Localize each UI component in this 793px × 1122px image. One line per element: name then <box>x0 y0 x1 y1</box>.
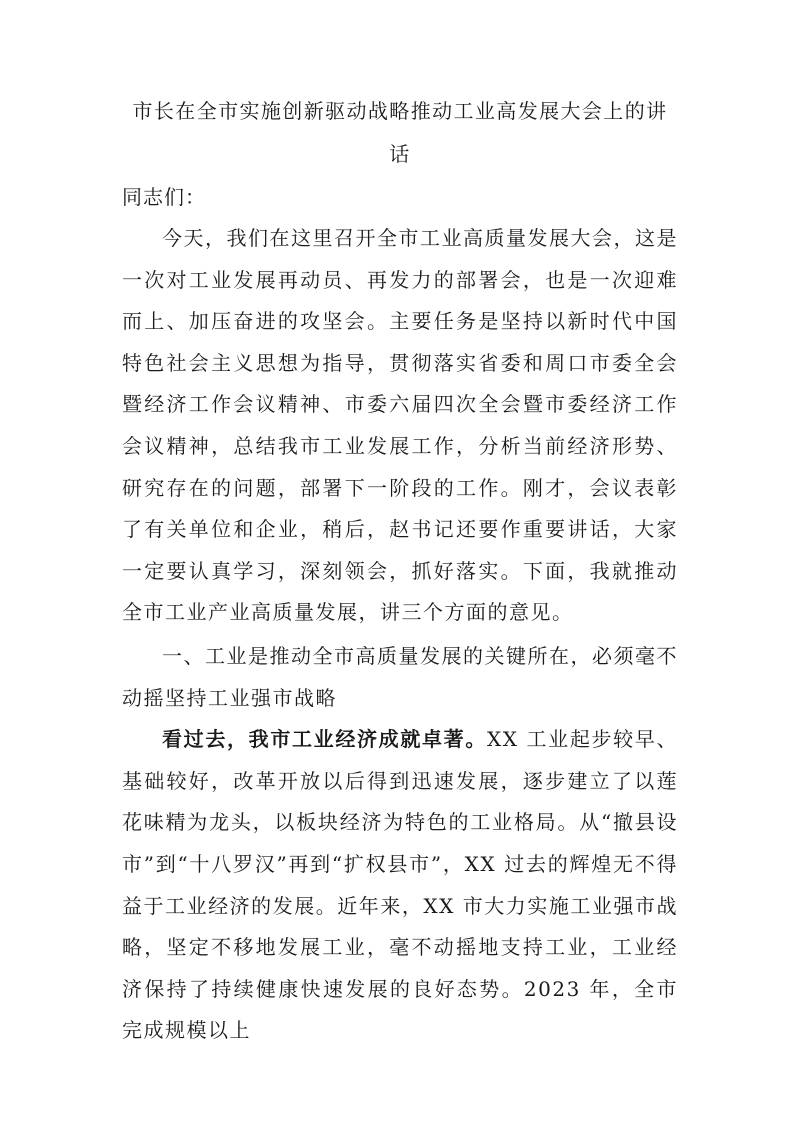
document-page <box>122 90 678 1052</box>
section-heading-1: 一、工业是推动全市高质量发展的关键所在，必须毫不动摇坚持工业强市战略 <box>122 643 678 710</box>
paragraph-review <box>122 719 678 1052</box>
salutation: 同志们： <box>122 185 206 209</box>
document-title: 市长在全市实施创新驱动战略推动工业高发展大会上的讲话 <box>132 99 668 166</box>
paragraph-lead: 看过去，我市工业经济成就卓著。 <box>162 727 487 752</box>
paragraph-body: XX 工业起步较早、基础较好，改革开放以后得到迅速发展，逐步建立了以莲花味精为龙头，以板块经济为特色的工业格局。从“撤县设市”到“十八罗汉”再到“扩权县市”，XX 过去的辉煌无不得益于工业经济的发展。近年来，XX 市大力实施工业强市战略，坚定不移地发展工业，毫不动摇地支持工业，工业经济保持了持续健康快速发展的良好态势。2023 年，全市完成规模以上 <box>122 727 678 1043</box>
paragraph-intro: 今天，我们在这里召开全市工业高质量发展大会，这是一次对工业发展再动员、再发力的部署会，也是一次迎难而上、加压奋进的攻坚会。主要任务是坚持以新时代中国特色社会主义思想为指导，贯彻落实省委和周口市委全会暨经济工作会议精神、市委六届四次全会暨市委经济工作会议精神，总结我市工业发展工作，分析当前经济形势、研究存在的问题，部署下一阶段的工作。刚才，会议表彰了有关单位和企业，稍后，赵书记还要作重要讲话，大家一定要认真学习，深刻领会，抓好落实。下面，我就推动全市工业产业高质量发展，讲三个方面的意见。 <box>122 226 678 625</box>
